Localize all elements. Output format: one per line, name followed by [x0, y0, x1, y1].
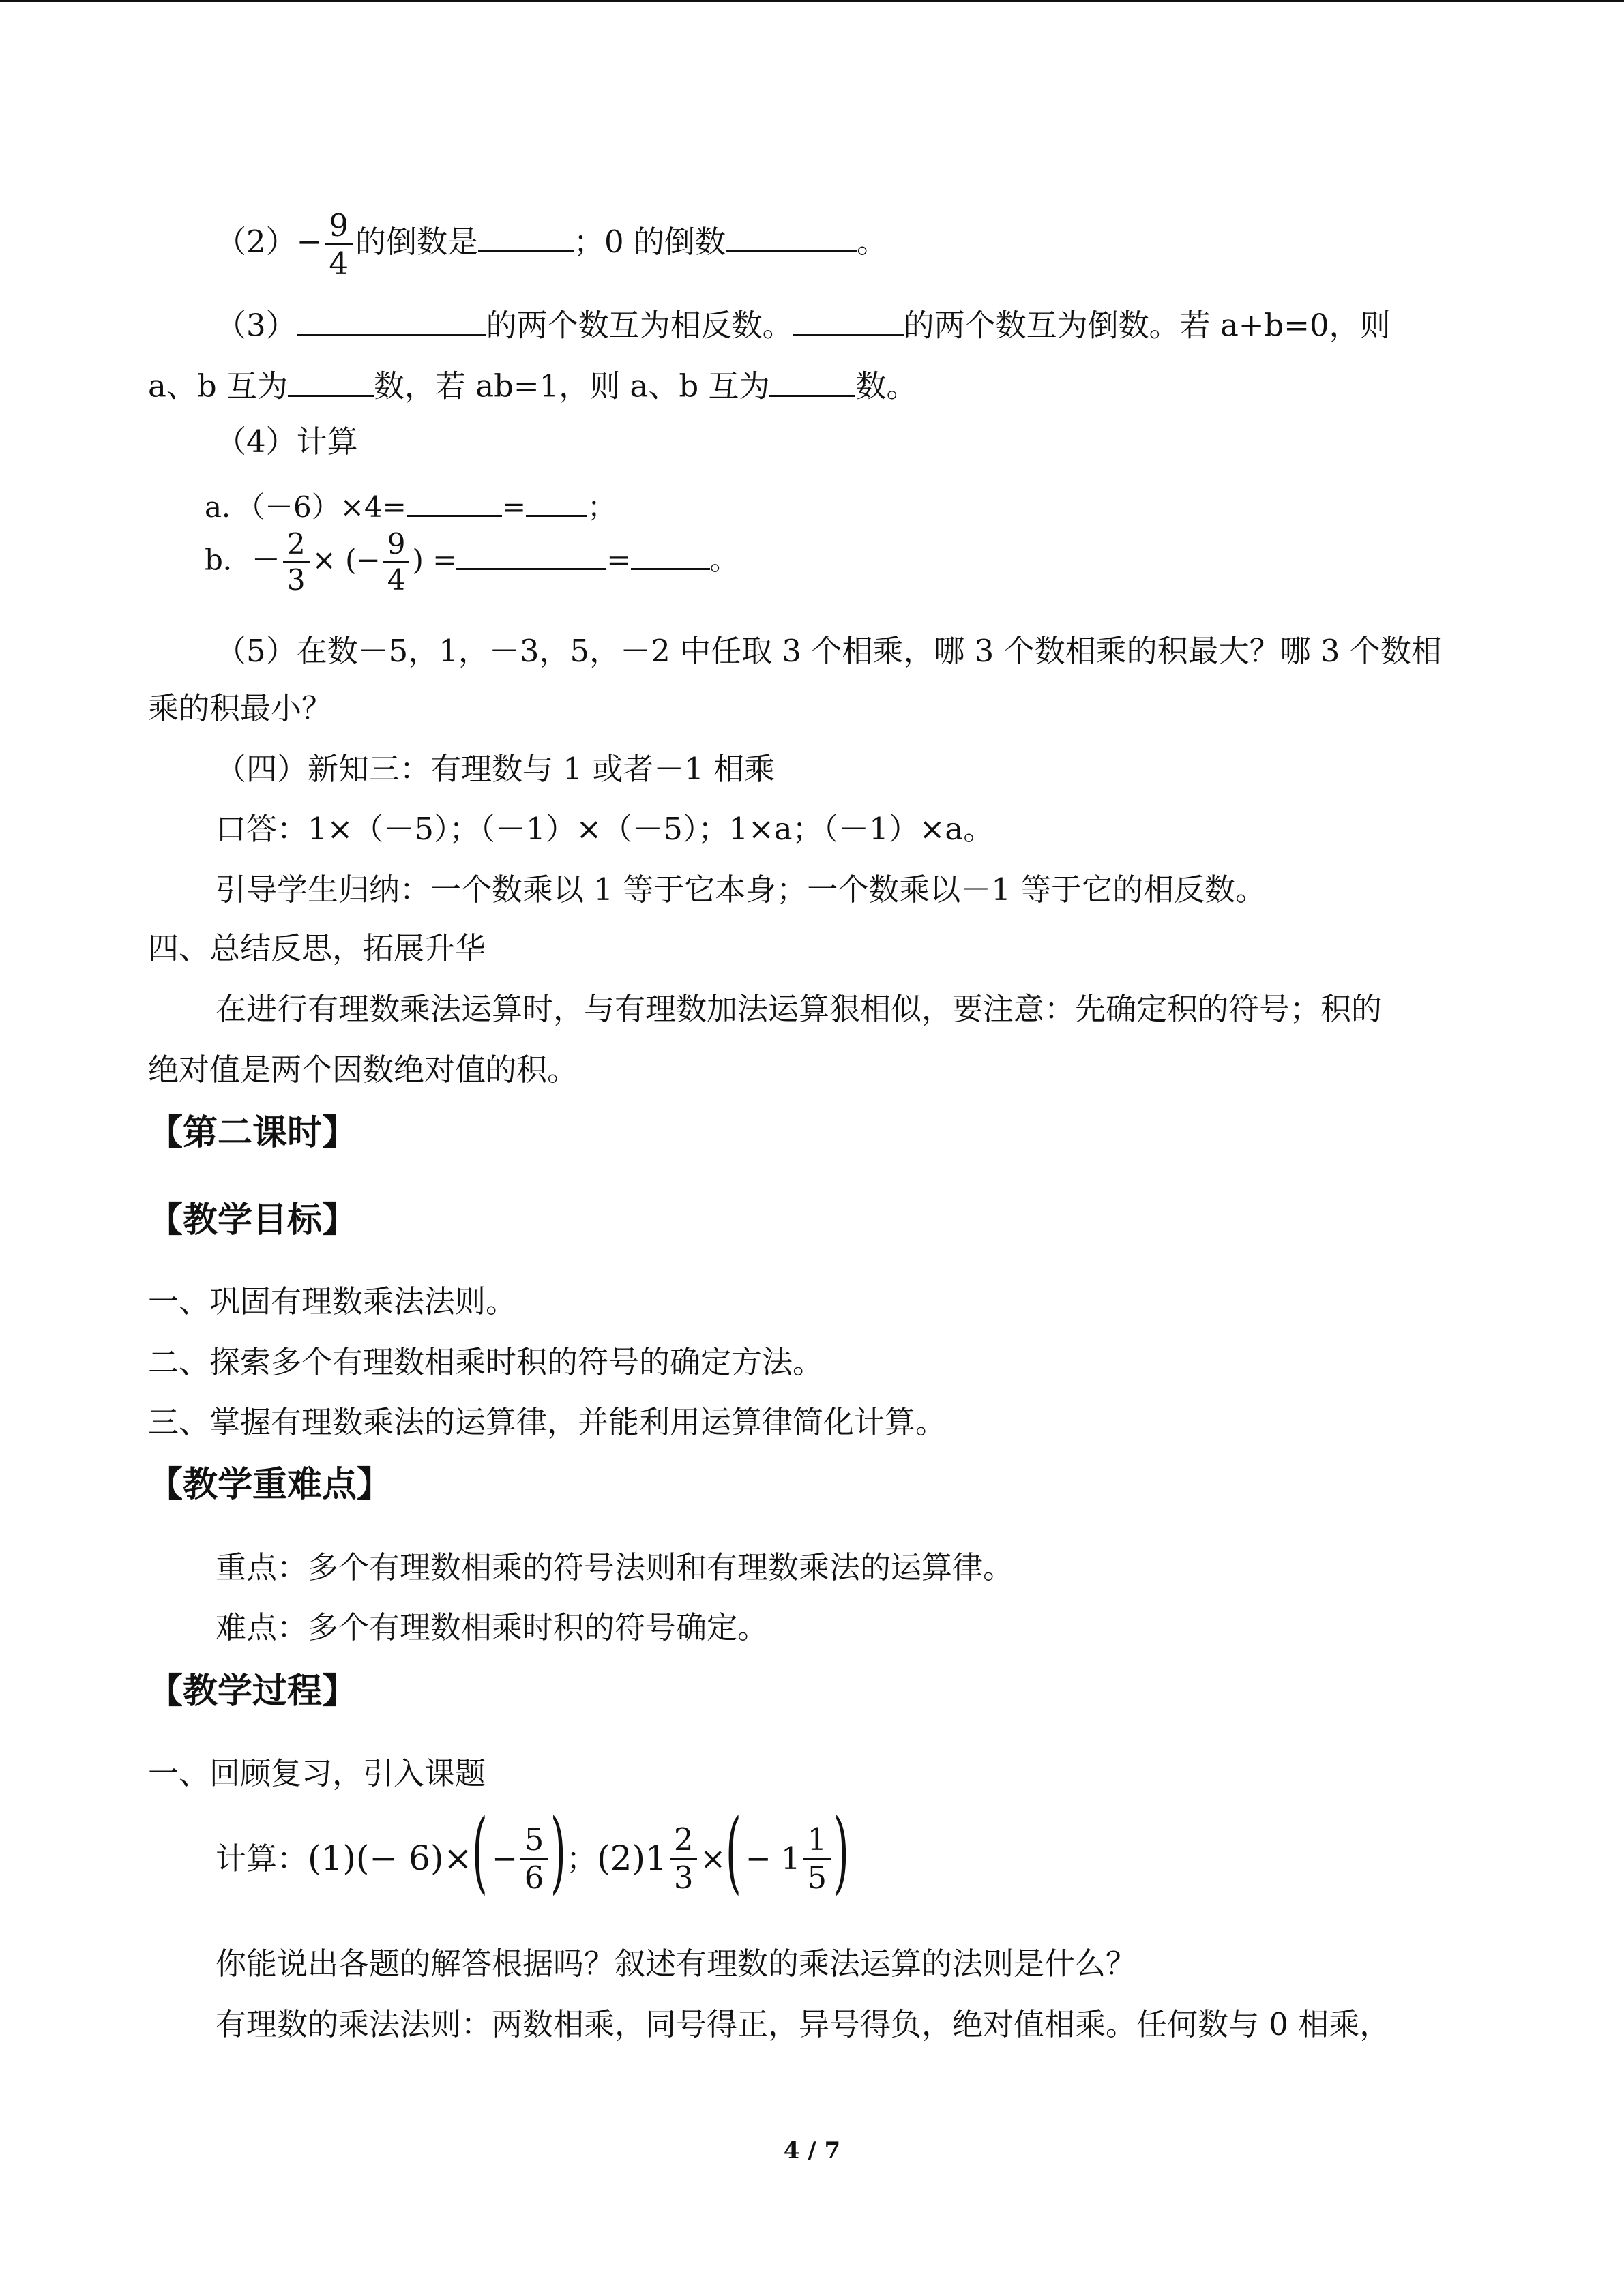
answer-blank[interactable] [769, 367, 855, 397]
question-5-line1: （5）在数－5，1，－3，5，－2 中任取 3 个相乘，哪 3 个数相乘的积最大？哪 3 个数相 [216, 633, 1442, 669]
fraction-5-6: $\frac{5}{6}$ [520, 1824, 548, 1893]
question-2: （2）− $\frac{9}{4}$ 的倒数是 ；0 的倒数 。 [216, 207, 887, 282]
answer-blank[interactable] [297, 306, 486, 336]
question-4b: b．－ $\frac{2}{3}$ × (− $\frac{9}{4}$ ) = = 。 [205, 527, 739, 597]
page-number: 4 / 7 [783, 2137, 841, 2164]
question-3-line2: a、b 互为 数，若 ab=1，则 a、b 互为 数。 [148, 368, 917, 404]
teaching-process-heading: 【教学过程】 [148, 1671, 357, 1712]
answer-blank[interactable] [526, 489, 587, 517]
question-5-line2: 乘的积最小？ [148, 690, 333, 726]
left-paren: ( [472, 1800, 488, 1903]
key-difficult-heading: 【教学重难点】 [148, 1465, 392, 1505]
right-paren: ) [833, 1800, 849, 1903]
left-paren: ( [726, 1800, 741, 1903]
lesson-2-heading: 【第二课时】 [148, 1113, 357, 1153]
answer-blank[interactable] [631, 542, 710, 570]
summary-line2: 绝对值是两个因数绝对值的积。 [148, 1052, 578, 1088]
goal-item: 二、探索多个有理数相乘时积的符号的确定方法。 [148, 1344, 824, 1380]
summary-line1: 在进行有理数乘法运算时，与有理数加法运算狠相似，要注意：先确定积的符号；积的 [216, 991, 1383, 1027]
teaching-goals-heading: 【教学目标】 [148, 1200, 357, 1240]
goal-item: 一、巩固有理数乘法法则。 [148, 1283, 517, 1320]
new-knowledge-3-title: （四）新知三：有理数与 1 或者－1 相乘 [216, 751, 776, 787]
oral-answer: 口答：1×（－5）；（－1）×（－5）；1×a；（－1）×a。 [216, 811, 994, 847]
question-3-line1: （3） 的两个数互为相反数。 的两个数互为倒数。若 a+b=0，则 [216, 307, 1391, 344]
key-point: 重点：多个有理数相乘的符号法则和有理数乘法的运算律。 [216, 1549, 1014, 1585]
answer-blank[interactable] [478, 223, 574, 253]
difficult-point: 难点：多个有理数相乘时积的符号确定。 [216, 1609, 769, 1645]
right-paren: ) [550, 1800, 567, 1903]
answer-blank[interactable] [793, 306, 904, 336]
question-4-title: （4）计算 [216, 423, 358, 460]
summary-title: 四、总结反思，拓展升华 [148, 930, 486, 966]
answer-blank[interactable] [456, 542, 606, 570]
answer-blank[interactable] [407, 489, 502, 517]
fraction-2-3: $\frac{2}{3}$ [670, 1824, 698, 1893]
fraction-9-4: $\frac{9}{4}$ [325, 210, 353, 279]
fraction-2-3: $\frac{2}{3}$ [283, 530, 310, 595]
answer-blank[interactable] [288, 367, 374, 397]
fraction-9-4: $\frac{9}{4}$ [383, 530, 410, 595]
answer-blank[interactable] [726, 223, 857, 253]
top-border [0, 0, 1624, 2]
fraction-1-5: $\frac{1}{5}$ [803, 1824, 831, 1893]
question-4a: a．（－6）×4= = ； [205, 490, 617, 524]
multiplication-rule: 有理数的乘法法则：两数相乘，同号得正，异号得负，绝对值相乘。任何数与 0 相乘， [216, 2006, 1391, 2042]
review-title: 一、回顾复习，引入课题 [148, 1755, 486, 1791]
review-question: 你能说出各题的解答根据吗？叙述有理数的乘法运算的法则是什么？ [216, 1945, 1137, 1982]
guide-summary: 引导学生归纳：一个数乘以 1 等于它本身；一个数乘以－1 等于它的相反数。 [216, 871, 1267, 908]
goal-item: 三、掌握有理数乘法的运算律，并能利用运算律简化计算。 [148, 1404, 947, 1440]
review-calculation: 计算： (1)(− 6)× ( − $\frac{5}{6}$ ) ； (2)1 $\frac{2}{3}$ × ( − 1 $\frac{1}{5}$ ) [216, 1800, 849, 1903]
